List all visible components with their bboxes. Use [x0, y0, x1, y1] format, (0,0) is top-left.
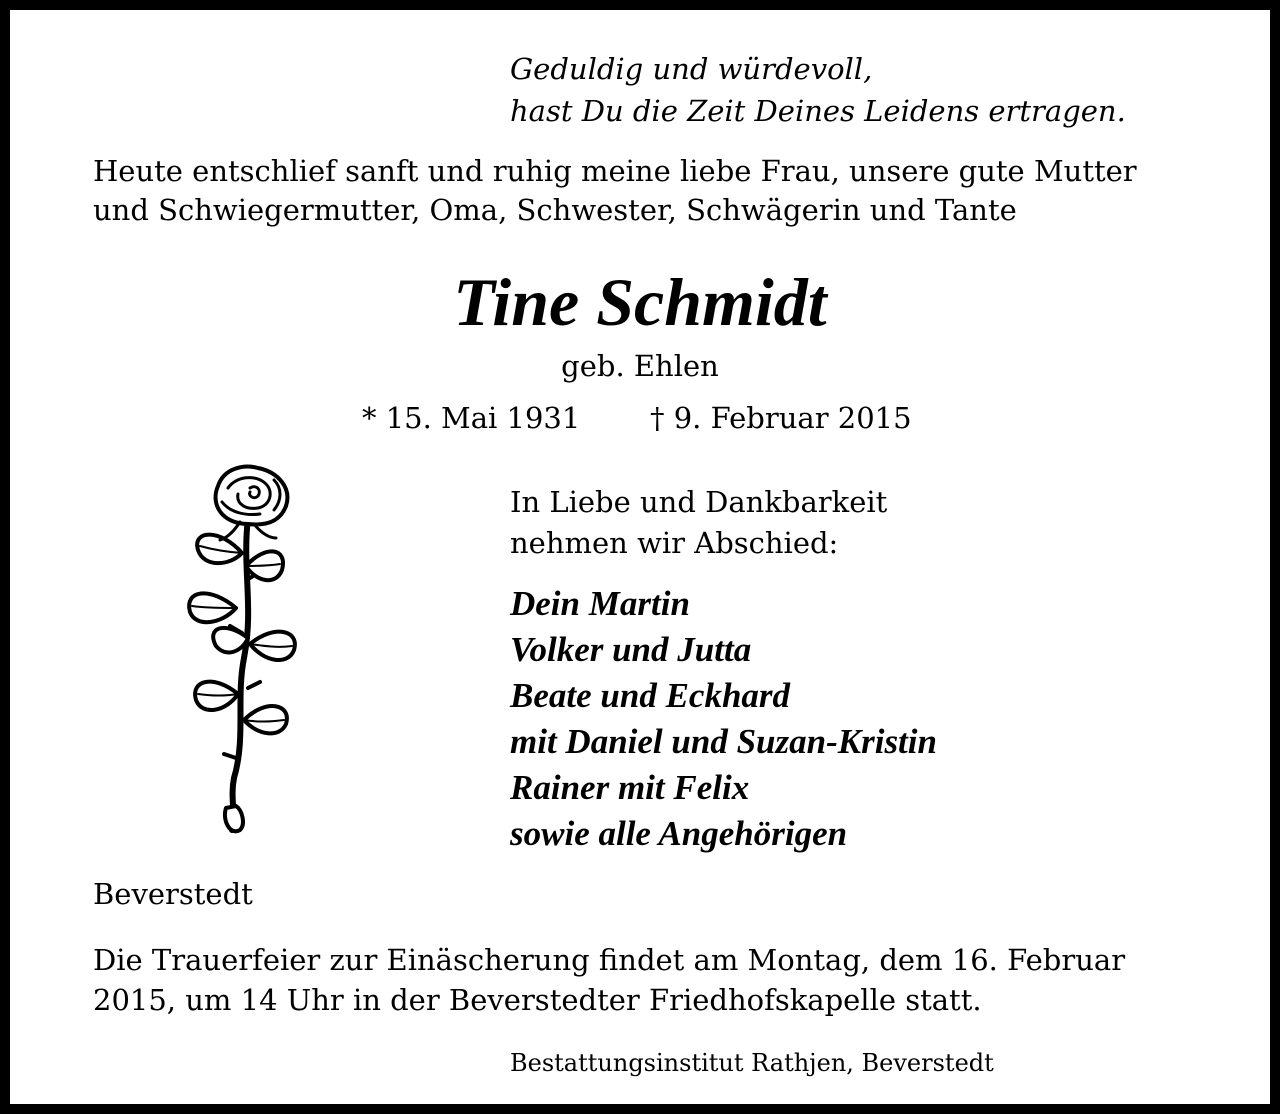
mourner-entry: Rainer mit Felix — [510, 768, 750, 807]
intro-line: und Schwiegermutter, Oma, Schwester, Schwägerin und Tante — [93, 193, 1017, 227]
motto — [510, 48, 1126, 132]
intro-line: Heute entschlief sanft und ruhig meine liebe Frau, unsere gute Mutter — [93, 154, 1137, 188]
ceremony-info — [93, 940, 1125, 1020]
birth-date: * 15. Mai 1931 — [362, 401, 581, 435]
rose-icon — [170, 458, 310, 843]
place-name: Beverstedt — [93, 877, 253, 911]
mourner-entry: sowie alle Angehörigen — [510, 814, 848, 853]
birth-name: geb. Ehlen — [561, 349, 719, 383]
intro-text — [93, 152, 1137, 230]
farewell-text — [510, 482, 887, 564]
mourners-list — [510, 581, 937, 857]
mourner-entry: Volker und Jutta — [510, 630, 752, 669]
death-date: † 9. Februar 2015 — [650, 401, 912, 435]
farewell-line: In Liebe und Dankbarkeit — [510, 485, 888, 519]
mourner-entry: Dein Martin — [510, 584, 690, 623]
farewell-line: nehmen wir Abschied: — [510, 526, 839, 560]
deceased-name: Tine Schmidt — [453, 264, 827, 340]
mourner-entry: Beate und Eckhard — [510, 676, 791, 715]
undertaker-name: Bestattungsinstitut Rathjen, Beverstedt — [510, 1049, 994, 1077]
ceremony-line: 2015, um 14 Uhr in der Beverstedter Friedhofskapelle statt. — [93, 983, 982, 1017]
mourner-entry: mit Daniel und Suzan-Kristin — [510, 722, 937, 761]
motto-line: Geduldig und würdevoll, — [510, 52, 873, 86]
motto-line: hast Du die Zeit Deines Leidens ertragen. — [510, 94, 1126, 128]
ceremony-line: Die Trauerfeier zur Einäscherung findet am Montag, dem 16. Februar — [93, 943, 1126, 977]
